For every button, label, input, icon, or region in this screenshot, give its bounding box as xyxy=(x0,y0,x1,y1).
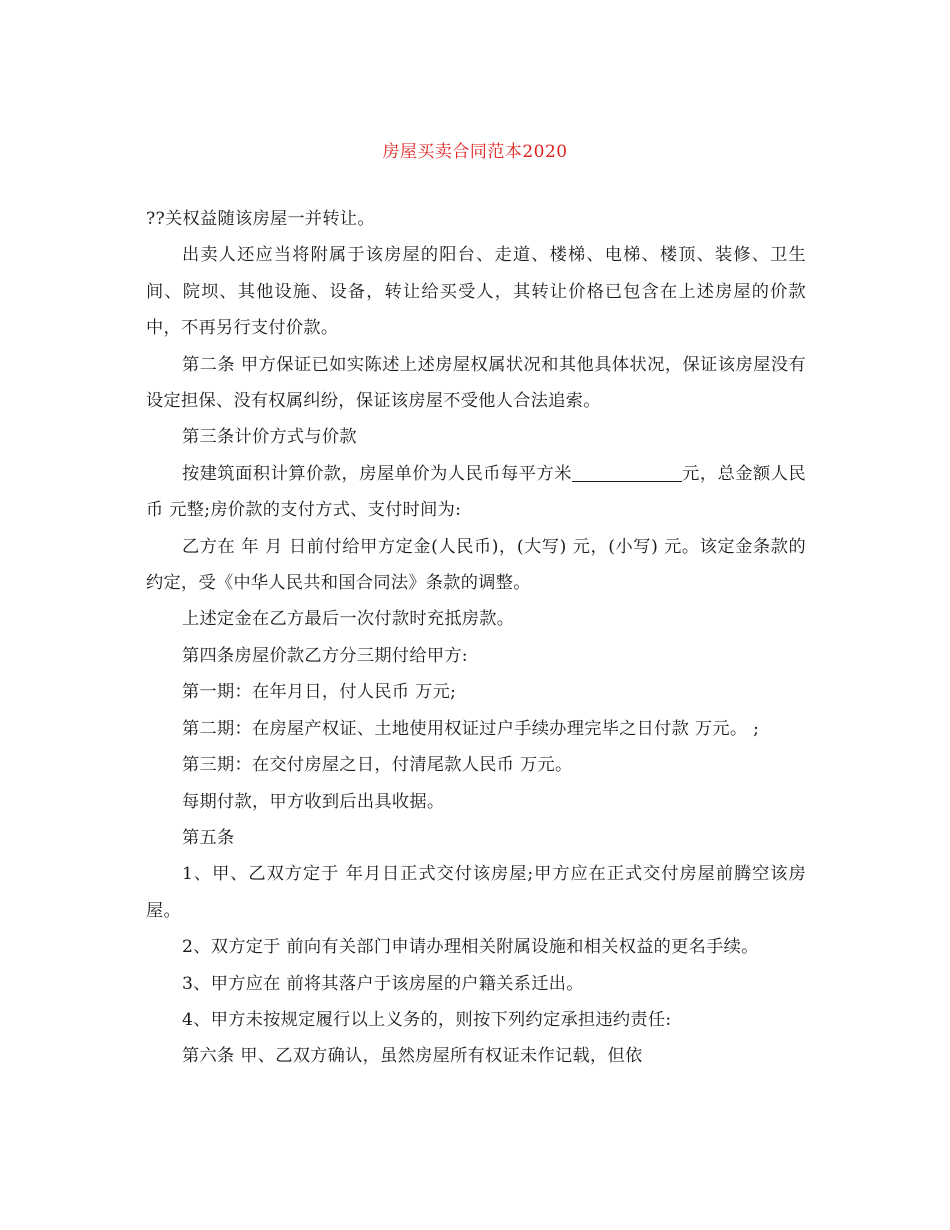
paragraph-1: ??关权益随该房屋一并转让。 xyxy=(146,209,375,229)
paragraph-11: 第三期：在交付房屋之日，付清尾款人民币 万元。 xyxy=(182,755,573,776)
paragraph-7: 上述定金在乙方最后一次付款时充抵房款。 xyxy=(182,609,515,630)
document-body xyxy=(146,201,806,1075)
paragraph-6: 乙方在 年 月 日前付给甲方定金(人民币)，(大写) 元，(小写) 元。该定金条款的约定，受《中华人民共和国合同法》条款的调整。 xyxy=(146,536,806,594)
document-title: 房屋买卖合同范本2020 xyxy=(382,142,568,162)
paragraph-17: 4、甲方未按规定履行以上义务的，则按下列约定承担违约责任: xyxy=(182,1009,672,1030)
price-blank xyxy=(572,461,682,482)
paragraph-5 xyxy=(146,456,806,529)
paragraph-16: 3、甲方应在 前将其落户于该房屋的户籍关系迁出。 xyxy=(182,973,584,994)
paragraph-8: 第四条房屋价款乙方分三期付给甲方: xyxy=(182,645,468,666)
paragraph-12: 每期付款，甲方收到后出具收据。 xyxy=(182,791,445,812)
price-clause-end: 元，总金额人民币 元整;房价款的支付方式、支付时间为: xyxy=(146,463,806,521)
paragraph-9: 第一期：在年月日，付人民币 万元; xyxy=(182,682,457,703)
paragraph-14: 1、甲、乙双方定于 年月日正式交付该房屋;甲方应在正式交付房屋前腾空该房屋。 xyxy=(146,864,806,921)
paragraph-2: 出卖人还应当将附属于该房屋的阳台、走道、楼梯、电梯、楼顶、装修、卫生间、院坝、其他设施、设备，转让给买受人，其转让价格已包含在上述房屋的价款中，不再另行支付价款。 xyxy=(146,245,806,339)
price-clause-start: 按建筑面积计算价款，房屋单价为人民币每平方米 xyxy=(182,463,572,484)
paragraph-4: 第三条计价方式与价款 xyxy=(182,427,357,448)
paragraph-3: 第二条 甲方保证已如实陈述上述房屋权属状况和其他具体状况，保证该房屋没有设定担保、没有权属纠纷，保证该房屋不受他人合法追索。 xyxy=(146,354,806,412)
paragraph-13: 第五条 xyxy=(182,827,235,848)
paragraph-15: 2、双方定于 前向有关部门申请办理相关附属设施和相关权益的更名手续。 xyxy=(182,937,759,958)
paragraph-10: 第二期：在房屋产权证、土地使用权证过户手续办理完毕之日付款 万元。 ; xyxy=(182,718,760,739)
paragraph-18: 第六条 甲、乙双方确认，虽然房屋所有权证未作记载，但依 xyxy=(182,1046,643,1067)
